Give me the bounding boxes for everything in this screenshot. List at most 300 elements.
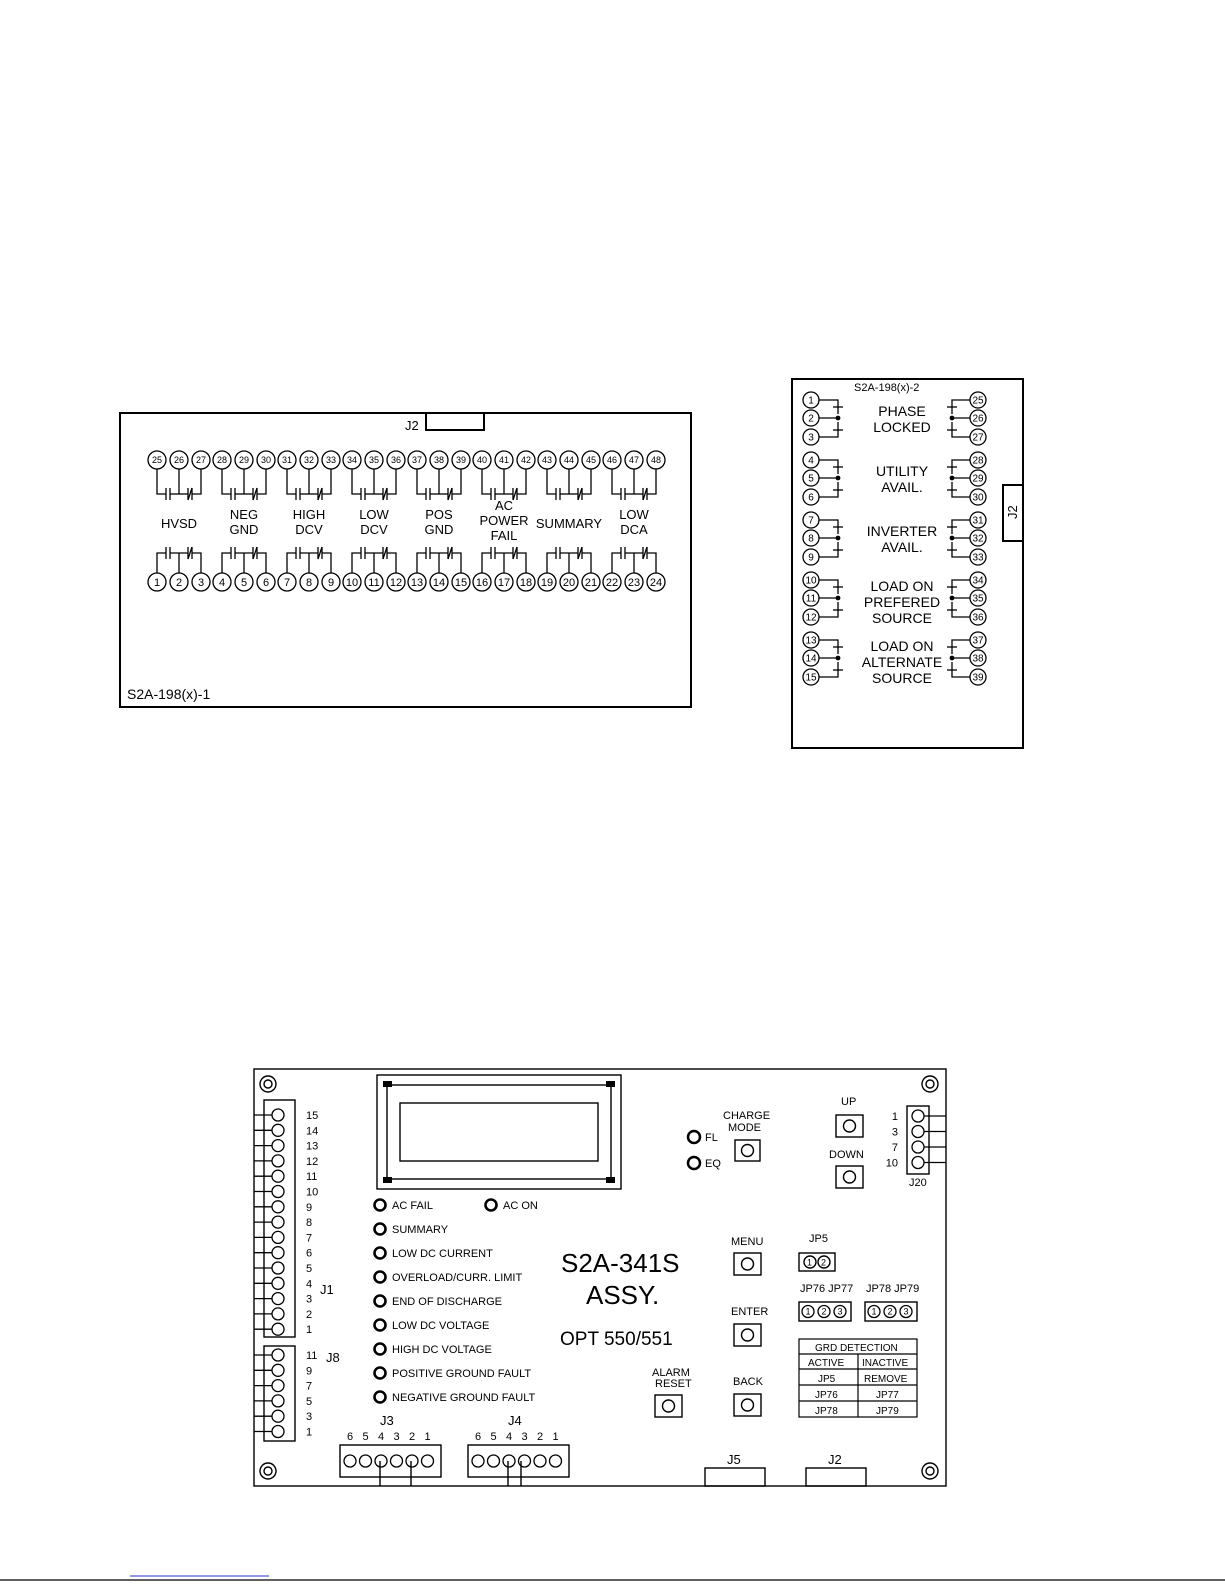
- up-button[interactable]: [836, 1096, 863, 1137]
- terminal-number: 14: [432, 576, 446, 589]
- j3-pin-number: 3: [393, 1431, 400, 1443]
- board3-option: OPT 550/551: [560, 1329, 673, 1350]
- j1-pin: [254, 1247, 312, 1260]
- j3-pin: [406, 1431, 418, 1467]
- grd-table-title: GRD DETECTION: [815, 1343, 898, 1354]
- relay-group-label: LOW: [359, 507, 389, 522]
- terminal-number: 25: [151, 455, 163, 466]
- led-icon: [375, 1248, 386, 1259]
- terminal-number: 5: [808, 473, 814, 485]
- j1-pin-number: 3: [306, 1293, 313, 1306]
- led-icon: [688, 1131, 700, 1143]
- terminal-number: 15: [805, 672, 817, 684]
- terminal-number: 9: [327, 576, 335, 589]
- status-led: [375, 1224, 449, 1237]
- terminal-number: 30: [972, 492, 984, 504]
- terminal-pin: [582, 573, 600, 591]
- relay-group-label: FAIL: [490, 528, 518, 543]
- j20-pin: [886, 1157, 946, 1170]
- relay-group: [803, 632, 986, 686]
- j20-label: J20: [909, 1177, 927, 1189]
- terminal-number: 29: [238, 455, 250, 466]
- back-button[interactable]: [733, 1376, 764, 1416]
- down-button[interactable]: [829, 1149, 864, 1188]
- j1-pin-number: 1: [306, 1324, 313, 1337]
- jumper-jp78-jp79[interactable]: [865, 1283, 919, 1321]
- terminal-pin: [365, 573, 383, 591]
- board1-relay-groups: [148, 451, 665, 591]
- relay-group: [803, 452, 986, 505]
- j1-pin-number: 2: [306, 1308, 313, 1321]
- relay-group: [148, 451, 210, 591]
- terminal-pin: [603, 573, 621, 591]
- terminal-pin: [803, 650, 819, 666]
- terminal-number: 39: [455, 455, 467, 466]
- terminal-number: 37: [972, 635, 984, 647]
- relay-group: [803, 392, 986, 445]
- terminal-pin: [970, 489, 986, 505]
- status-led: [486, 1200, 538, 1213]
- j1-pin: [254, 1308, 312, 1321]
- j1-pin: [254, 1277, 312, 1290]
- j4-pin: [534, 1431, 546, 1467]
- terminal-number: 1: [153, 576, 161, 589]
- terminal-number: 31: [972, 515, 984, 527]
- j3-pin-number: 1: [424, 1431, 431, 1443]
- jumper-pin-number: 1: [871, 1306, 877, 1317]
- terminal-pin: [452, 451, 470, 469]
- terminal-pin: [235, 573, 253, 591]
- terminal-number: 27: [972, 432, 984, 444]
- led-icon: [375, 1224, 386, 1235]
- terminal-number: 42: [520, 455, 532, 466]
- terminal-pin: [803, 429, 819, 445]
- menu-button[interactable]: [731, 1236, 763, 1275]
- terminal-pin: [300, 451, 318, 469]
- mode-leds: [688, 1131, 721, 1170]
- j1-pin-number: 11: [306, 1171, 318, 1184]
- terminal-pin: [970, 590, 986, 606]
- relay-group-label: SOURCE: [872, 670, 932, 686]
- terminal-number: 38: [433, 455, 445, 466]
- j1-label: J1: [320, 1282, 334, 1297]
- charge-mode-label-line2: MODE: [728, 1122, 761, 1134]
- terminal-number: 22: [605, 576, 619, 589]
- j8-pin: [254, 1410, 312, 1423]
- terminal-number: 48: [650, 455, 662, 466]
- terminal-pin: [257, 451, 275, 469]
- alarm-reset-label-line2: RESET: [655, 1378, 692, 1390]
- terminal-number: 2: [808, 413, 814, 425]
- charge-mode-label-line1: CHARGE: [723, 1110, 771, 1122]
- status-led-label: OVERLOAD/CURR. LIMIT: [392, 1272, 523, 1284]
- terminal-number: 14: [805, 653, 817, 665]
- j20-pin-number: 10: [885, 1157, 898, 1170]
- terminal-number: 15: [454, 576, 468, 589]
- terminal-pin: [148, 573, 166, 591]
- board3-title: S2A-341S: [561, 1248, 680, 1278]
- board2-label: S2A-198(x)-2: [854, 382, 920, 394]
- relay-group-label: ALTERNATE: [861, 654, 943, 670]
- relay-group: [213, 451, 275, 591]
- j8-pin-number: 9: [306, 1365, 313, 1378]
- relay-group-label: SOURCE: [872, 610, 932, 626]
- j4-pin-number: 3: [521, 1431, 528, 1443]
- terminal-pin: [970, 470, 986, 486]
- terminal-number: 39: [972, 672, 984, 684]
- terminal-pin: [803, 512, 819, 528]
- board-s2a-198-1: [120, 413, 691, 707]
- terminal-number: 26: [972, 413, 984, 425]
- relay-group-label: LOAD ON: [870, 578, 934, 594]
- relay-group-label: PHASE: [878, 403, 926, 419]
- led-icon: [688, 1157, 700, 1169]
- relay-group: [278, 451, 340, 591]
- terminal-number: 27: [195, 455, 207, 466]
- relay-group-label: UTILITY: [875, 463, 929, 479]
- j4-pin-number: 6: [474, 1431, 482, 1443]
- terminal-pin: [970, 410, 986, 426]
- relay-group: [536, 451, 603, 591]
- board-s2a-341s: [254, 1069, 946, 1486]
- relay-group-label: LOAD ON: [870, 638, 934, 654]
- led-icon: [486, 1200, 497, 1211]
- terminal-number: 46: [606, 455, 618, 466]
- terminal-number: 23: [627, 576, 641, 589]
- led-eq-label: EQ: [705, 1158, 721, 1170]
- back-label: BACK: [733, 1376, 763, 1388]
- j20-pin: [892, 1126, 946, 1139]
- terminal-pin: [278, 573, 296, 591]
- relay-group-label: GND: [424, 522, 454, 537]
- j8-pin-number: 5: [306, 1395, 313, 1408]
- grd-table-header-inactive: INACTIVE: [862, 1358, 909, 1369]
- terminal-number: 41: [498, 455, 510, 466]
- board1-label: S2A-198(x)-1: [127, 686, 211, 702]
- jumper-pin-number: 3: [837, 1306, 843, 1317]
- j4-pin: [488, 1431, 500, 1467]
- led-icon: [375, 1272, 386, 1283]
- terminal-pin: [803, 410, 819, 426]
- board2-relay-groups: [803, 392, 986, 686]
- grd-detection-table: [799, 1339, 917, 1417]
- j4-pin: [503, 1431, 515, 1467]
- status-led: [375, 1200, 433, 1213]
- terminal-number: 12: [389, 576, 403, 589]
- jumper-pin: [834, 1306, 846, 1318]
- terminal-number: 20: [562, 576, 576, 589]
- terminal-number: 40: [476, 455, 488, 466]
- terminal-pin: [970, 549, 986, 565]
- j4-pin-number: 1: [552, 1431, 559, 1443]
- relay-group-label: SUMMARY: [535, 516, 603, 531]
- relay-group-label: DCV: [295, 522, 323, 537]
- relay-group-label: POS: [425, 507, 453, 522]
- status-led: [375, 1320, 490, 1333]
- jp5-label: JP5: [809, 1233, 828, 1245]
- j8-pin-number: 3: [306, 1411, 313, 1424]
- j8-pin-number: 7: [306, 1380, 313, 1393]
- j1-pin: [254, 1216, 312, 1229]
- relay-group-label: HIGH: [292, 507, 326, 522]
- j4-pin: [550, 1431, 562, 1467]
- terminal-number: 36: [972, 612, 984, 624]
- terminal-number: 16: [475, 576, 489, 589]
- terminal-pin: [495, 451, 513, 469]
- down-label: DOWN: [829, 1149, 864, 1161]
- terminal-pin: [970, 650, 986, 666]
- terminal-number: 13: [805, 635, 817, 647]
- status-led: [375, 1272, 523, 1285]
- terminal-pin: [235, 451, 253, 469]
- j4-pin: [472, 1431, 484, 1467]
- jp76-jp77-label: JP76 JP77: [800, 1283, 854, 1295]
- mounting-screw-icon: [260, 1463, 276, 1479]
- terminal-pin: [473, 573, 491, 591]
- j3-pin-number: 5: [362, 1431, 369, 1443]
- terminal-pin: [803, 530, 819, 546]
- terminal-pin: [970, 392, 986, 408]
- terminal-pin: [300, 573, 318, 591]
- board1-j2-connector: [426, 413, 484, 430]
- mounting-screw-icon: [260, 1076, 276, 1092]
- terminal-number: 10: [805, 575, 817, 587]
- terminal-pin: [560, 451, 578, 469]
- terminal-number: 35: [972, 593, 984, 605]
- terminal-number: 38: [972, 653, 984, 665]
- status-led-label: LOW DC VOLTAGE: [392, 1320, 490, 1332]
- status-led-label: SUMMARY: [392, 1224, 449, 1236]
- relay-group: [603, 451, 665, 591]
- led-icon: [375, 1320, 386, 1331]
- terminal-number: 28: [972, 455, 984, 467]
- terminal-number: 34: [972, 575, 984, 587]
- board3-title-assy: ASSY.: [586, 1280, 660, 1310]
- board2-j2-label: J2: [1005, 505, 1020, 519]
- j3-pin: [375, 1431, 387, 1467]
- j1-pin-number: 10: [306, 1186, 319, 1199]
- terminal-pin: [970, 609, 986, 625]
- j1-pin-number: 15: [306, 1110, 319, 1122]
- terminal-pin: [343, 573, 361, 591]
- terminal-number: 47: [628, 455, 640, 466]
- jumper-jp76-jp77[interactable]: [799, 1283, 853, 1321]
- terminal-pin: [365, 451, 383, 469]
- terminal-number: 36: [390, 455, 402, 466]
- jumper-pin: [884, 1306, 896, 1318]
- connector-j20: [886, 1106, 946, 1189]
- j3-pin-number: 6: [346, 1431, 354, 1443]
- terminal-pin: [803, 470, 819, 486]
- relay-group-label: HVSD: [160, 516, 198, 531]
- terminal-pin: [538, 451, 556, 469]
- terminal-pin: [970, 512, 986, 528]
- terminal-pin: [603, 451, 621, 469]
- grd-table-cell: JP79: [876, 1406, 899, 1417]
- status-led-label: LOW DC CURRENT: [392, 1248, 493, 1260]
- jumper-pin-number: 3: [903, 1306, 909, 1317]
- terminal-number: 6: [808, 492, 814, 504]
- terminal-pin: [322, 451, 340, 469]
- j3-label: J3: [380, 1413, 394, 1428]
- jumper-pin-number: 2: [887, 1306, 893, 1317]
- status-led-label: POSITIVE GROUND FAULT: [392, 1368, 532, 1380]
- terminal-pin: [452, 573, 470, 591]
- grd-table-cell: JP76: [815, 1390, 838, 1401]
- j8-pin: [254, 1395, 312, 1408]
- j5-label: J5: [727, 1452, 741, 1467]
- j4-pin-number: 2: [536, 1431, 544, 1443]
- mounting-screw-icon: [922, 1076, 938, 1092]
- relay-group-label: PREFERED: [863, 594, 941, 610]
- alarm-reset-button[interactable]: [652, 1367, 692, 1417]
- terminal-pin: [803, 452, 819, 468]
- terminal-pin: [970, 669, 986, 685]
- terminal-number: 24: [649, 576, 663, 589]
- terminal-number: 28: [216, 455, 228, 466]
- status-led: [375, 1296, 503, 1309]
- terminal-number: 35: [368, 455, 380, 466]
- terminal-pin: [647, 573, 665, 591]
- terminal-number: 32: [972, 533, 984, 545]
- j1-pin: [254, 1262, 312, 1275]
- status-led-label: HIGH DC VOLTAGE: [392, 1344, 492, 1356]
- jp5-pin: 1: [807, 1257, 813, 1268]
- charge-mode-button[interactable]: [723, 1110, 770, 1161]
- j8-label: J8: [326, 1350, 340, 1365]
- j3-pin: [422, 1431, 434, 1467]
- terminal-pin: [970, 452, 986, 468]
- terminal-number: 11: [805, 593, 817, 605]
- terminal-number: 5: [240, 576, 248, 589]
- terminal-pin: [803, 669, 819, 685]
- status-led-label: NEGATIVE GROUND FAULT: [392, 1392, 536, 1404]
- board-s2a-198-2: [792, 379, 1023, 748]
- terminal-pin: [647, 451, 665, 469]
- j4-label: J4: [508, 1413, 522, 1428]
- terminal-pin: [213, 573, 231, 591]
- status-led-label: END OF DISCHARGE: [392, 1296, 503, 1308]
- relay-group-label: AVAIL.: [881, 479, 923, 495]
- connector-j1: [254, 1100, 334, 1337]
- terminal-number: 44: [563, 455, 575, 466]
- relay-group-label: DCA: [620, 522, 648, 537]
- terminal-pin: [387, 451, 405, 469]
- led-icon: [375, 1344, 386, 1355]
- j1-pin: [254, 1201, 312, 1214]
- connector-j3: [340, 1413, 441, 1486]
- terminal-pin: [625, 451, 643, 469]
- j1-pin-number: 14: [306, 1125, 319, 1138]
- terminal-pin: [803, 572, 819, 588]
- board1-j2-label: J2: [405, 418, 419, 433]
- alarm-reset-label-line1: ALARM: [652, 1367, 690, 1379]
- terminal-number: 1: [808, 395, 814, 407]
- j1-pin-number: 12: [306, 1155, 319, 1168]
- enter-label: ENTER: [731, 1306, 769, 1318]
- relay-group: [803, 572, 986, 626]
- terminal-pin: [517, 573, 535, 591]
- j1-pin-number: 6: [306, 1247, 313, 1260]
- terminal-pin: [148, 451, 166, 469]
- terminal-pin: [970, 429, 986, 445]
- terminal-number: 3: [808, 432, 814, 444]
- terminal-number: 4: [218, 576, 226, 589]
- status-led: [375, 1368, 532, 1381]
- terminal-number: 4: [808, 455, 814, 467]
- terminal-pin: [803, 590, 819, 606]
- terminal-pin: [343, 451, 361, 469]
- terminal-number: 30: [260, 455, 272, 466]
- j3-pin-number: 4: [377, 1431, 385, 1443]
- led-icon: [375, 1296, 386, 1307]
- terminal-number: 26: [173, 455, 185, 466]
- terminal-pin: [213, 451, 231, 469]
- terminal-pin: [970, 632, 986, 648]
- j3-pin: [391, 1431, 403, 1467]
- j8-pin-number: 1: [306, 1426, 313, 1439]
- enter-button[interactable]: [731, 1306, 768, 1346]
- terminal-number: 37: [411, 455, 423, 466]
- j20-pin-number: 1: [891, 1111, 898, 1123]
- terminal-number: 8: [808, 533, 814, 545]
- terminal-number: 31: [281, 455, 293, 466]
- jumper-jp5[interactable]: [799, 1233, 835, 1271]
- relay-group: [803, 512, 986, 565]
- terminal-pin: [625, 573, 643, 591]
- terminal-number: 3: [197, 576, 205, 589]
- terminal-number: 8: [305, 576, 313, 589]
- terminal-number: 7: [808, 515, 814, 527]
- terminal-number: 25: [972, 395, 984, 407]
- relay-group: [473, 451, 535, 591]
- terminal-number: 18: [519, 576, 533, 589]
- led-icon: [375, 1368, 386, 1379]
- connector-j8: [254, 1346, 340, 1441]
- terminal-pin: [278, 451, 296, 469]
- terminal-pin: [803, 549, 819, 565]
- terminal-number: 13: [410, 576, 424, 589]
- terminal-number: 11: [368, 576, 380, 589]
- terminal-pin: [538, 573, 556, 591]
- terminal-pin: [408, 573, 426, 591]
- terminal-pin: [322, 573, 340, 591]
- relay-group-label: LOCKED: [873, 419, 931, 435]
- jumper-pin-number: 1: [805, 1306, 811, 1317]
- status-led: [375, 1248, 494, 1261]
- terminal-number: 21: [584, 576, 598, 589]
- j8-pin-number: 11: [306, 1350, 318, 1362]
- status-led-label: AC ON: [503, 1200, 538, 1212]
- terminal-pin: [803, 489, 819, 505]
- terminal-number: 33: [972, 552, 984, 564]
- terminal-pin: [582, 451, 600, 469]
- j1-pin: [254, 1323, 312, 1336]
- jumper-pin-number: 2: [821, 1306, 827, 1317]
- terminal-pin: [192, 451, 210, 469]
- terminal-number: 2: [175, 576, 183, 589]
- j20-pin-number: 3: [891, 1126, 898, 1139]
- relay-group-label: AC: [494, 498, 514, 513]
- terminal-pin: [473, 451, 491, 469]
- led-icon: [375, 1200, 386, 1211]
- j1-pin-number: 4: [306, 1278, 313, 1291]
- grd-table-cell: JP5: [818, 1374, 836, 1385]
- grd-table-cell: JP78: [815, 1406, 838, 1417]
- status-led: [375, 1392, 536, 1405]
- terminal-number: 6: [262, 576, 270, 589]
- jumper-pin: [818, 1306, 830, 1318]
